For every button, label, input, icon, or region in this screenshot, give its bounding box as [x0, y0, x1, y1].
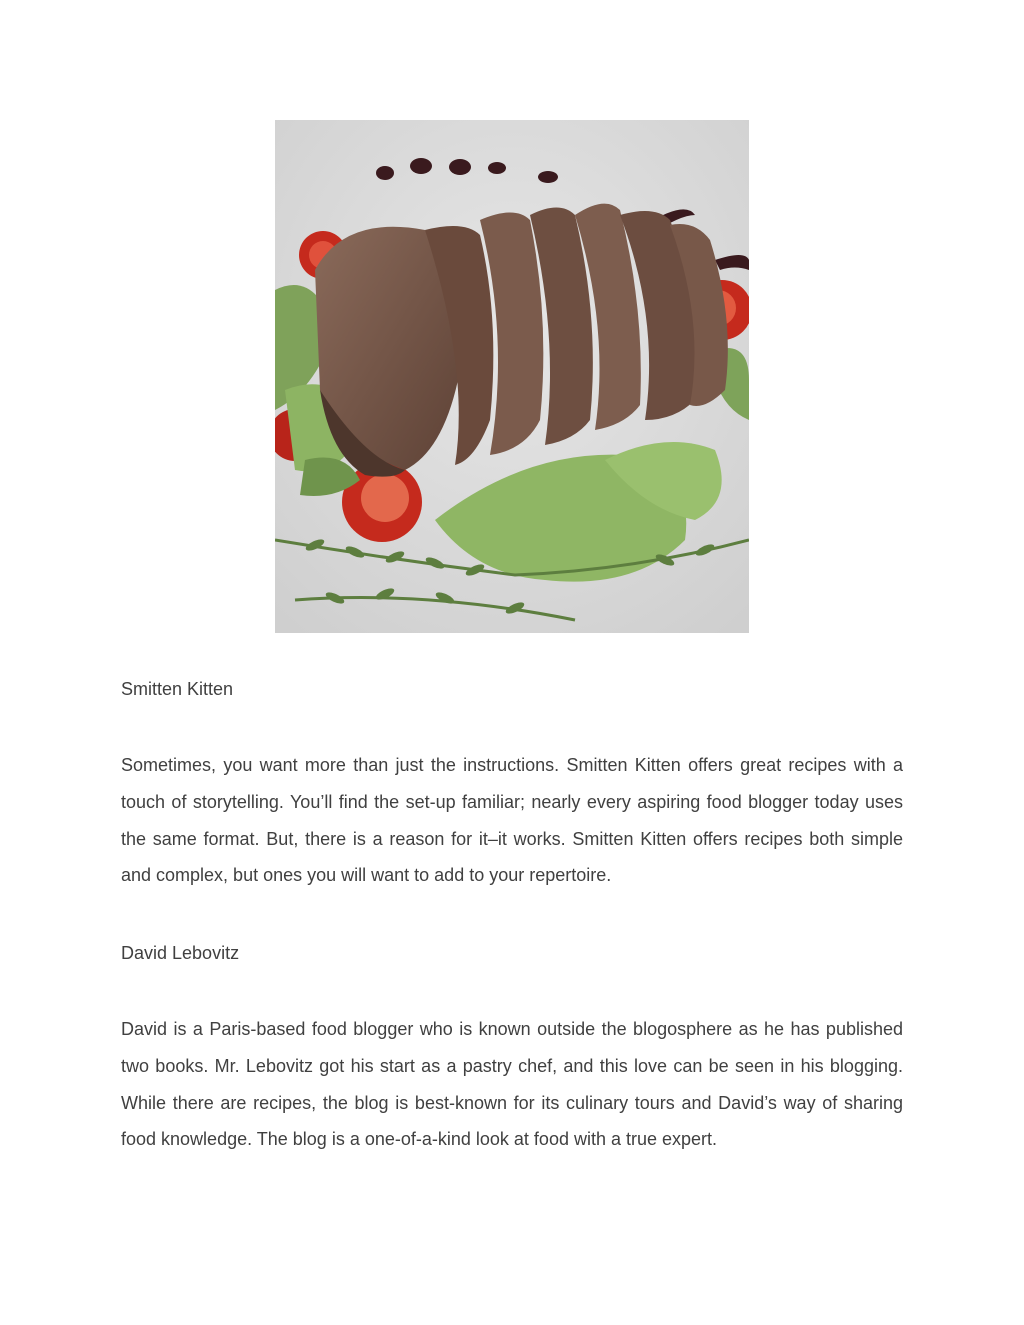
section-body-david-lebovitz: David is a Paris-based food blogger who is known outside the blogosphere as he has published two books. Mr. Lebovitz got his start as a pastry chef, and this love can be seen in his blogging. While there are recipes, the blog is best-known for its culinary tours and David’s way of sharing food knowledge. The blog is a one-of-a-kind look at food with a true expert.	[121, 1019, 903, 1150]
food-photo	[275, 120, 749, 633]
roast-meat-plate-image	[275, 120, 749, 633]
section-heading-david-lebovitz: David Lebovitz	[121, 943, 240, 963]
section-heading-smitten-kitten: Smitten Kitten	[121, 679, 234, 699]
section-body-smitten-kitten: Sometimes, you want more than just the instructions. Smitten Kitten offers great recipes with a touch of storytelling. You’ll find the set-up familiar; nearly every aspiring food blogger today uses the same format. But, there is a reason for it–it works. Smitten Kitten offers recipes both simple and complex, but ones you will want to add to your repertoire.	[121, 755, 903, 886]
